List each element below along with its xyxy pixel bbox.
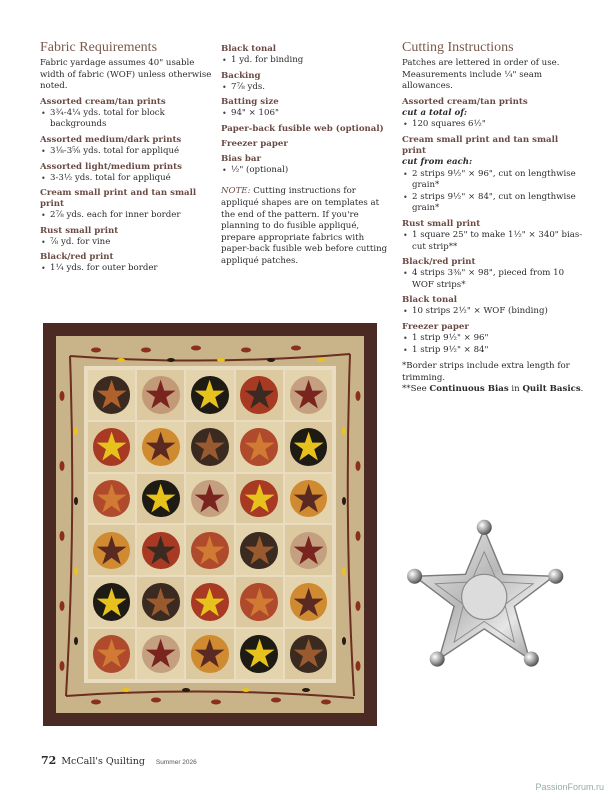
fabric-heading: Cream small print and tan small print [40, 188, 197, 210]
applique-note [221, 186, 389, 267]
fabric-bullet: • ½" (optional) [221, 165, 389, 177]
quilt-block [186, 422, 233, 472]
fabric-bullet: • 3-3½ yds. total for appliqué [40, 173, 218, 185]
star-icon [193, 586, 226, 619]
quilt-block [186, 629, 233, 679]
cutting-heading: Rust small print [402, 218, 481, 229]
quilt-block [285, 629, 332, 679]
cut-label: cut a total of: [402, 107, 468, 118]
quilt-inner-border [56, 336, 364, 713]
fabric-bullet: • 1 yd. for binding [221, 55, 389, 67]
quilt-block [236, 422, 283, 472]
fabric-item [40, 188, 218, 222]
fabric-heading: Paper-back fusible web (optional) [221, 123, 384, 134]
star-icon [292, 430, 325, 463]
fabric-item [221, 154, 389, 177]
fabric-item [40, 252, 218, 275]
quilt-block [285, 422, 332, 472]
star-icon [292, 482, 325, 515]
page-number: 72 [41, 754, 57, 767]
star-icon [243, 482, 276, 515]
quilt-basics-ref: Quilt Basics [522, 384, 581, 395]
cutting-bullet: • 2 strips 9½" × 96", cut on lengthwise grain* [402, 169, 584, 192]
quilt-block [285, 525, 332, 575]
footnote-text: **See [402, 384, 430, 395]
fabric-bullet: • 2⅞ yds. each for inner border [40, 210, 218, 222]
star-icon [144, 482, 177, 515]
sheriff-badge-icon [402, 516, 574, 676]
quilt-block [236, 629, 283, 679]
quilt-block [236, 474, 283, 524]
quilt-block [186, 525, 233, 575]
fabric-heading: Assorted light/medium prints [40, 161, 182, 172]
quilt-block [186, 577, 233, 627]
quilt-block [236, 577, 283, 627]
cutting-heading: Freezer paper [402, 321, 469, 332]
fabric-requirements-intro: Fabric yardage assumes 40" usable width of fabric (WOF) unless otherwise noted. [40, 58, 212, 92]
fabric-bullet: • 1¼ yds. for outer border [40, 263, 218, 275]
quilt-block [88, 629, 135, 679]
cutting-item [402, 97, 584, 131]
footnote-text: in [508, 384, 523, 395]
fabric-heading: Bias bar [221, 153, 262, 164]
cutting-bullet: • 1 strip 9½" × 84" [402, 345, 584, 357]
fabric-heading: Backing [221, 70, 261, 81]
star-icon [243, 637, 276, 670]
continuous-bias-ref: Continuous Bias [429, 384, 509, 395]
quilt-block [88, 577, 135, 627]
quilt-block [285, 474, 332, 524]
star-icon [292, 534, 325, 567]
quilt-block [236, 525, 283, 575]
cutting-instructions-title: Cutting Instructions [402, 40, 514, 55]
cutting-bullet: • 2 strips 9½" × 84", cut on lengthwise grain* [402, 192, 584, 215]
cutting-item [402, 295, 584, 318]
fabric-requirements-title: Fabric Requirements [40, 40, 158, 55]
star-icon [193, 534, 226, 567]
magazine-name: McCall's Quilting [61, 756, 145, 767]
fabric-bullet: • ⅞ yd. for vine [40, 237, 218, 249]
fabric-requirements-column-2 [221, 44, 389, 268]
watermark: PassionForum.ru [535, 782, 604, 792]
quilt-block [88, 525, 135, 575]
star-icon [95, 534, 128, 567]
fabric-heading: Freezer paper [221, 138, 288, 149]
fabric-bullet: • 7⅞ yds. [221, 82, 389, 94]
cutting-item [402, 135, 584, 215]
quilt-block [88, 370, 135, 420]
fabric-item [221, 139, 389, 150]
fabric-requirements-column [40, 40, 218, 275]
footnote-bias [402, 384, 584, 396]
fabric-bullet: • 3¾-4¼ yds. total for block backgrounds [40, 108, 218, 131]
star-icon [144, 430, 177, 463]
star-icon [243, 534, 276, 567]
fabric-bullet: • 3⅛-3⅝ yds. total for appliqué [40, 146, 218, 158]
star-icon [95, 637, 128, 670]
fabric-item [221, 97, 389, 120]
note-text: Cutting instructions for appliqué shapes are on templates at the end of the pattern. If you're planning to do fusible appliqué, prepare appropriate fabrics with paper-back fusible web before cutting appliqué patches. [221, 186, 388, 266]
star-icon [243, 378, 276, 411]
fabric-item [40, 135, 218, 158]
cut-label: cut from each: [402, 156, 473, 167]
cutting-item [402, 257, 584, 291]
star-icon [144, 586, 177, 619]
cutting-instructions-column [402, 40, 584, 396]
quilt-block [137, 474, 184, 524]
star-icon [193, 378, 226, 411]
star-icon [144, 637, 177, 670]
cutting-bullet: • 120 squares 6½" [402, 119, 584, 131]
quilt-block [236, 370, 283, 420]
fabric-item [221, 71, 389, 94]
quilt-block [285, 577, 332, 627]
fabric-bullet: • 94" × 106" [221, 108, 389, 120]
quilt-star-blocks [84, 366, 336, 683]
note-label: NOTE: [221, 186, 251, 197]
fabric-heading: Rust small print [40, 225, 119, 236]
cutting-bullet: • 1 square 25" to make 1½" × 340" bias-cut strip** [402, 230, 584, 253]
star-icon [95, 586, 128, 619]
quilt-block [186, 370, 233, 420]
issue-date: Summer 2026 [155, 759, 197, 766]
cutting-heading: Black tonal [402, 295, 458, 306]
fabric-item [40, 97, 218, 131]
cutting-heading: Cream small print and tan small print [402, 134, 559, 156]
star-icon [144, 378, 177, 411]
star-icon [243, 430, 276, 463]
star-icon [243, 586, 276, 619]
cutting-heading: Assorted cream/tan prints [402, 96, 528, 107]
quilt-block [137, 525, 184, 575]
cutting-item [402, 322, 584, 356]
quilt-block [186, 474, 233, 524]
star-icon [193, 430, 226, 463]
quilt-block [88, 422, 135, 472]
fabric-item [221, 124, 389, 135]
quilt-photo [43, 323, 377, 726]
quilt-block [137, 422, 184, 472]
footnote-border: *Border strips include extra length for trimming. [402, 361, 570, 383]
cutting-instructions-intro: Patches are lettered in order of use. Measurements include ¼" seam allowances. [402, 58, 560, 92]
quilt-block [137, 577, 184, 627]
fabric-heading: Black/red print [40, 252, 114, 263]
cutting-bullet: • 10 strips 2½" × WOF (binding) [402, 306, 584, 318]
fabric-item [40, 226, 218, 249]
star-icon [193, 482, 226, 515]
fabric-item [40, 162, 218, 185]
star-icon [95, 430, 128, 463]
fabric-heading: Batting size [221, 97, 279, 108]
star-icon [144, 534, 177, 567]
cutting-heading: Black/red print [402, 257, 476, 268]
star-icon [95, 482, 128, 515]
quilt-block [88, 474, 135, 524]
fabric-heading: Assorted cream/tan prints [40, 96, 166, 107]
quilt-block [137, 629, 184, 679]
fabric-heading: Black tonal [221, 44, 277, 54]
quilt-block [137, 370, 184, 420]
star-icon [292, 637, 325, 670]
star-icon [292, 378, 325, 411]
cutting-bullet: • 1 strip 9½" × 96" [402, 333, 584, 345]
cutting-item [402, 219, 584, 253]
cutting-bullet: • 4 strips 3⅜" × 98", pieced from 10 WOF strips* [402, 268, 584, 291]
fabric-item [221, 44, 389, 67]
quilt-block [285, 370, 332, 420]
star-icon [292, 586, 325, 619]
star-icon [193, 637, 226, 670]
footnote-text: . [580, 384, 584, 395]
star-icon [95, 378, 128, 411]
fabric-heading: Assorted medium/dark prints [40, 134, 182, 145]
page-footer [41, 754, 197, 767]
